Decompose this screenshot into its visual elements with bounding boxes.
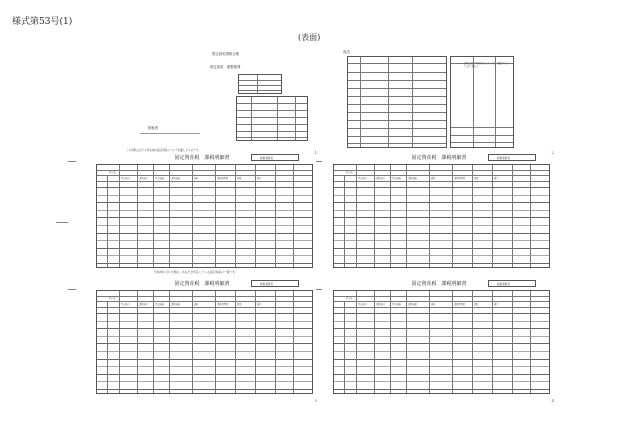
- taxpayer-label: 納税義務者: [260, 157, 273, 160]
- column-header: 備考: [257, 303, 262, 306]
- column-header: 備考: [257, 177, 262, 180]
- column-header: 課税地積: [408, 177, 417, 180]
- registration-side-table: [450, 56, 514, 148]
- cut-mark: [316, 289, 322, 290]
- column-header: 課税地目: [139, 303, 148, 306]
- column-header: 所在地: [109, 171, 116, 174]
- cut-mark: [316, 161, 322, 162]
- column-header: 課税標準額: [454, 303, 465, 306]
- column-header: 課税地積: [171, 177, 180, 180]
- column-header: 税額: [474, 303, 479, 306]
- column-header: 備考: [494, 303, 499, 306]
- notice-detail-table: [236, 96, 308, 141]
- column-header: 所在地: [346, 297, 353, 300]
- notice-panel: [120, 50, 310, 160]
- side-label: (表面): [298, 33, 321, 42]
- page-number: 3: [314, 398, 317, 403]
- notice-caption: この用紙は以下の所在地の固定資産について記載したものです。: [126, 149, 201, 152]
- column-header: 登記地積: [392, 177, 401, 180]
- column-header: 価格: [194, 303, 199, 306]
- sheet-title: 固定資産税 課税明細書: [174, 155, 230, 161]
- column-header: 所在地: [109, 297, 116, 300]
- column-header: 課税標準額: [217, 303, 228, 306]
- column-header: 課税地積: [408, 303, 417, 306]
- notice-title-2: 固定資産 縦覧帳簿: [210, 65, 241, 69]
- form-number: 様式第53号(1): [12, 17, 73, 27]
- right-note: 課税台帳に登録されたものは、縦覧することができます。: [464, 62, 510, 68]
- taxpayer-cell: [251, 280, 299, 287]
- taxpayer-cell: [488, 154, 536, 161]
- registration-table: [347, 56, 447, 148]
- sheet-table: [333, 290, 550, 394]
- right-box-label: 宛名: [343, 50, 351, 54]
- column-header: 課税地目: [376, 303, 385, 306]
- column-header: 価格: [431, 303, 436, 306]
- column-header: 課税地目: [139, 177, 148, 180]
- sheet-footnote: 令和6年1月1日現在。あなたが所有している固定資産の一覧です。: [154, 270, 238, 274]
- taxpayer-label: 納税義務者: [497, 157, 510, 160]
- tax-sheet-2: [333, 150, 554, 272]
- column-header: 課税標準額: [217, 177, 228, 180]
- notice-office-line: [140, 133, 200, 134]
- column-header: 価格: [431, 177, 436, 180]
- column-header: 登記地目: [121, 303, 130, 306]
- column-header: 登記地目: [121, 177, 130, 180]
- notice-title-1: 固定資産課税台帳: [212, 52, 240, 56]
- column-header: 税額: [237, 303, 242, 306]
- column-header: 備考: [494, 177, 499, 180]
- column-header: 登記地目: [358, 177, 367, 180]
- notice-office: 納税者: [148, 126, 159, 130]
- column-header: 登記地積: [392, 303, 401, 306]
- page-number: 4: [551, 398, 554, 403]
- cut-mark: [68, 161, 76, 162]
- column-header: 税額: [474, 177, 479, 180]
- notice-address-table: [238, 74, 282, 94]
- sheet-table: [96, 164, 313, 268]
- sheet-title: 固定資産税 課税明細書: [411, 281, 467, 287]
- column-header: 所在地: [346, 171, 353, 174]
- page-number: 1: [314, 150, 317, 155]
- taxpayer-label: 納税義務者: [497, 283, 510, 286]
- column-header: 課税地積: [171, 303, 180, 306]
- sheet-table: [96, 290, 313, 394]
- column-header: 登記地積: [155, 177, 164, 180]
- column-header: 税額: [237, 177, 242, 180]
- sheet-table: [333, 164, 550, 268]
- sheet-title: 固定資産税 課税明細書: [411, 155, 467, 161]
- taxpayer-cell: [251, 154, 299, 161]
- cut-mark: [68, 289, 76, 290]
- tax-sheet-3: [96, 280, 317, 403]
- taxpayer-label: 納税義務者: [260, 283, 273, 286]
- tax-sheet-4: [333, 280, 554, 403]
- column-header: 登記地積: [155, 303, 164, 306]
- column-header: 価格: [194, 177, 199, 180]
- column-header: 登記地目: [358, 303, 367, 306]
- taxpayer-cell: [488, 280, 536, 287]
- column-header: 課税標準額: [454, 177, 465, 180]
- page-number: 2: [551, 150, 554, 155]
- sheet-title: 固定資産税 課税明細書: [174, 281, 230, 287]
- column-header: 課税地目: [376, 177, 385, 180]
- cut-mark: [56, 222, 68, 223]
